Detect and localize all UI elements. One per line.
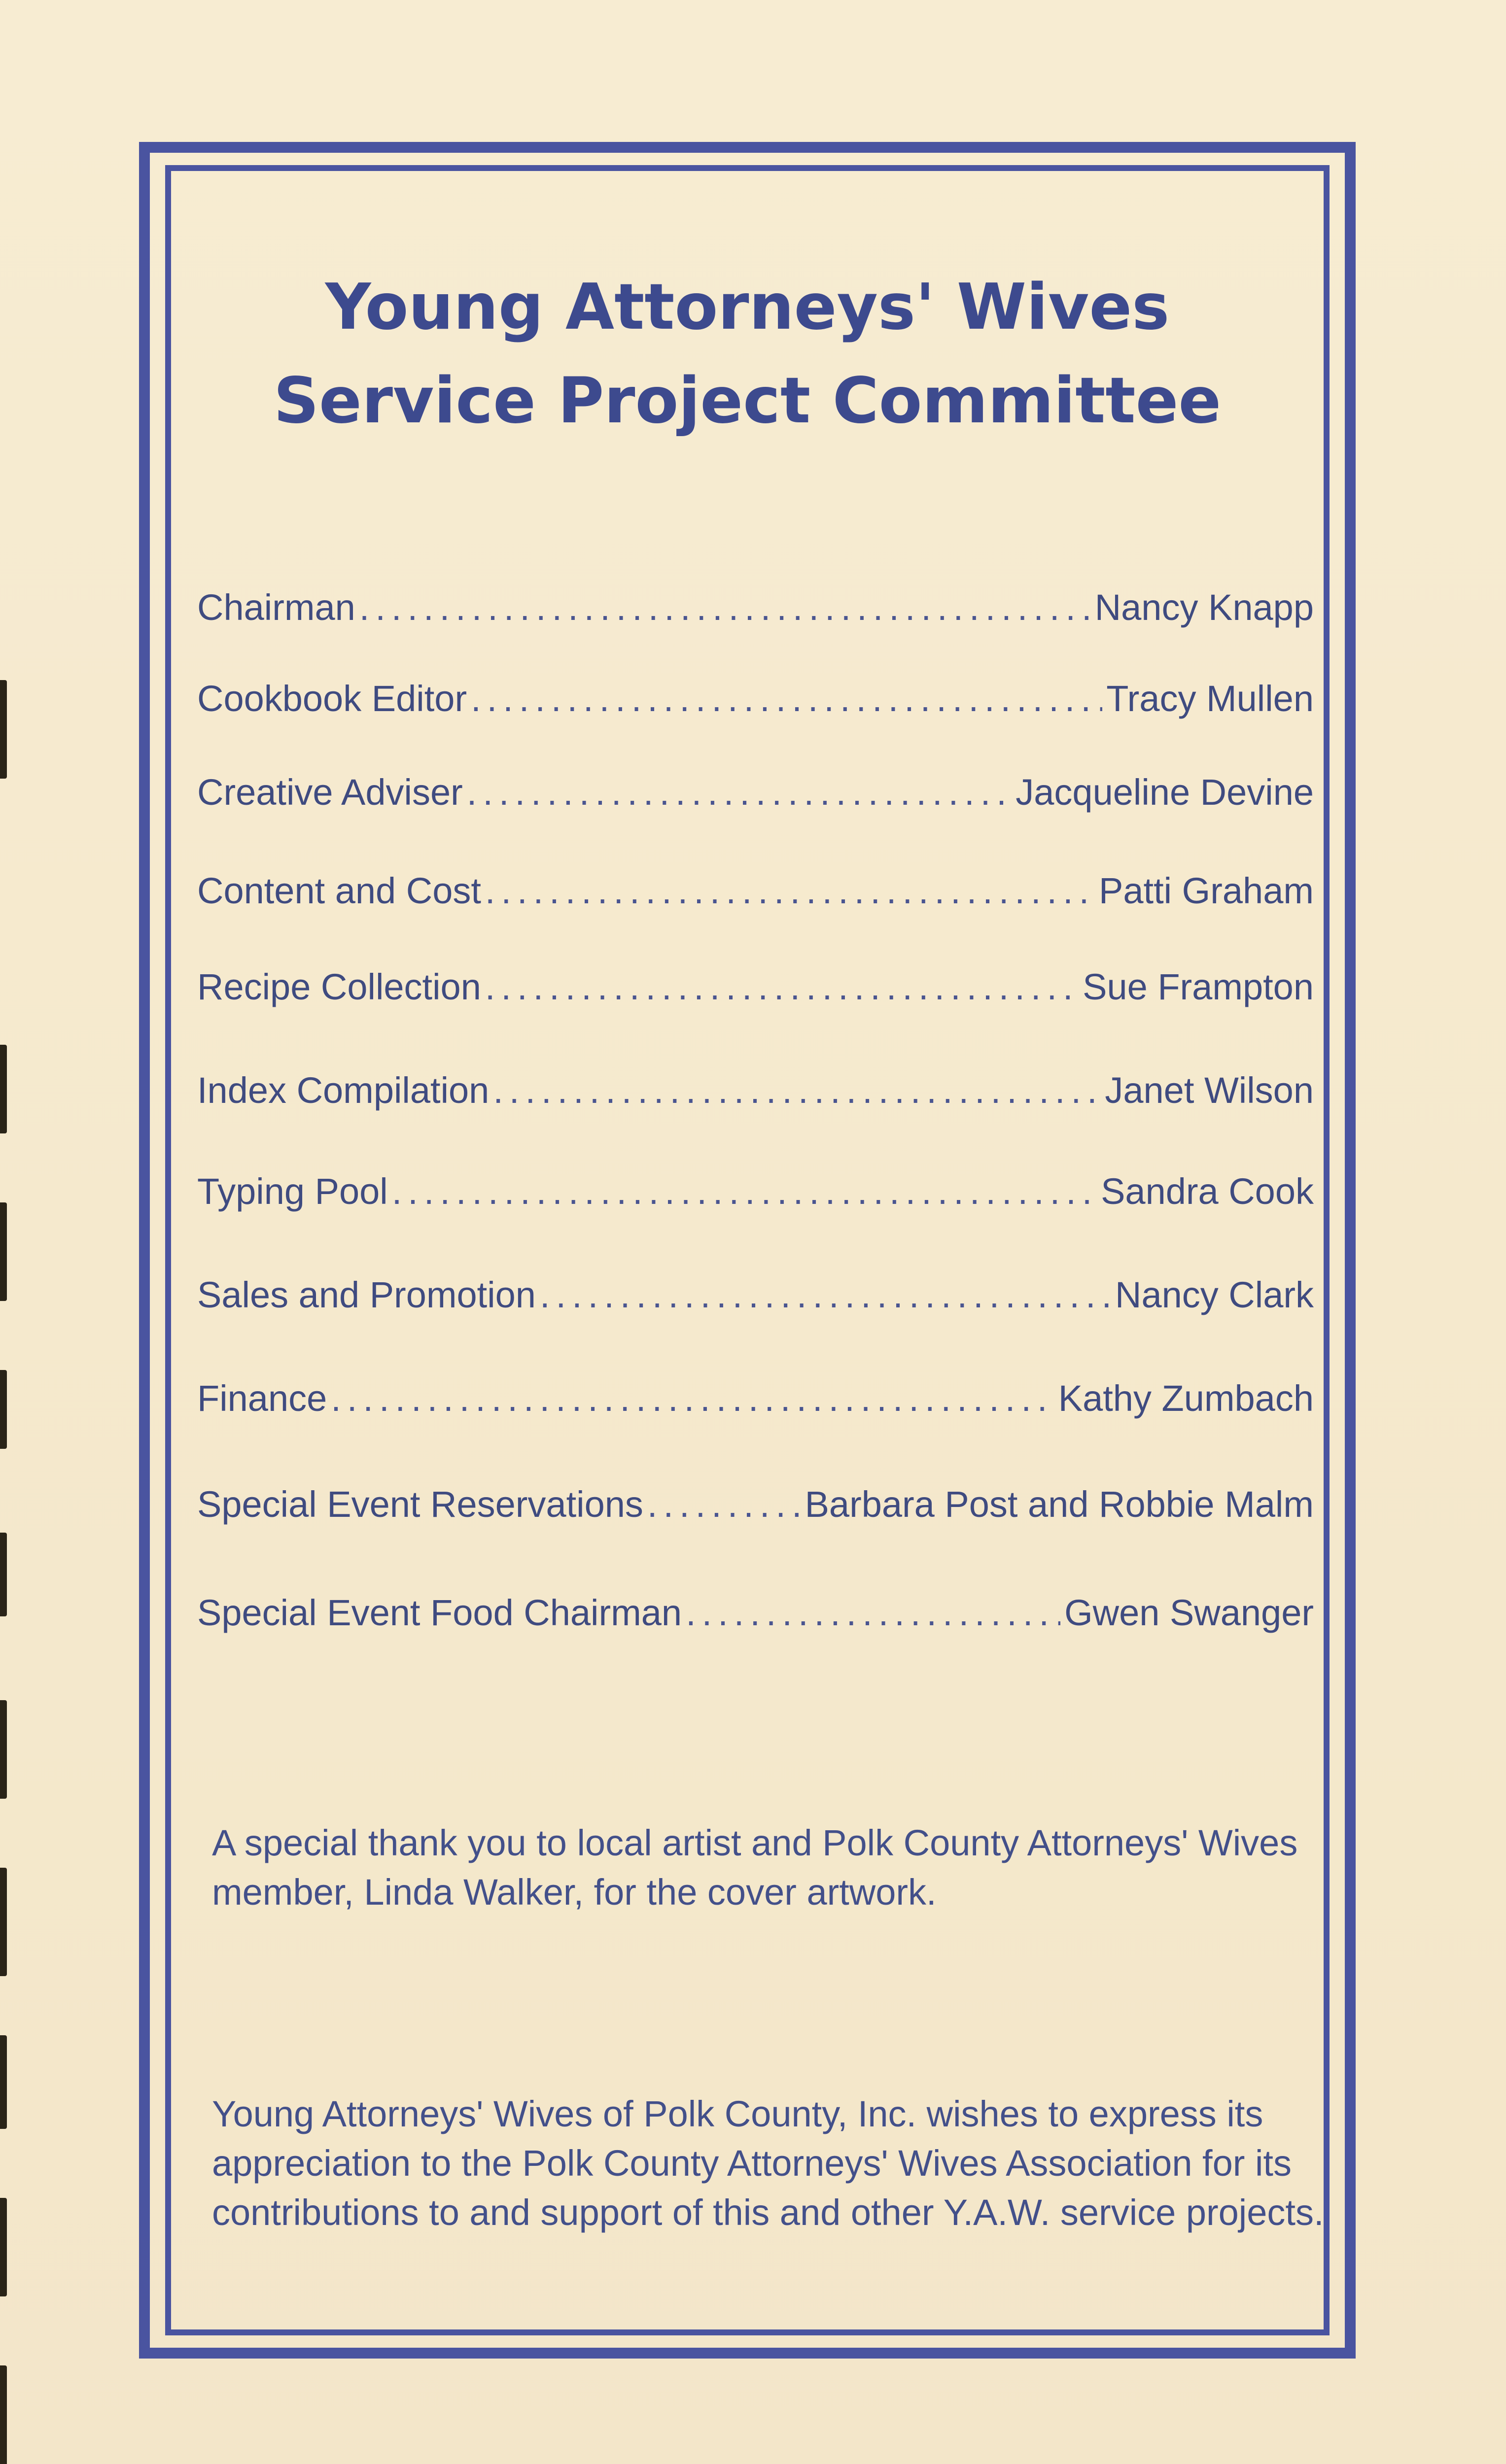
binding-mark [0,680,7,779]
committee-row-typing-pool [197,1170,1314,1212]
committee-member: Jacqueline Devine [1016,772,1314,813]
dot-leader [359,586,1091,628]
committee-row-chairman [197,586,1314,628]
committee-role: Cookbook Editor [197,678,467,719]
binding-mark [0,2365,7,2464]
committee-member: Nancy Clark [1115,1274,1314,1315]
committee-row-index-compilation [197,1069,1314,1111]
committee-member: Kathy Zumbach [1058,1378,1314,1419]
committee-role: Special Event Reservations [197,1484,643,1525]
committee-role: Recipe Collection [197,966,481,1007]
dot-leader [493,1069,1101,1111]
committee-row-recipe-collection [197,966,1314,1008]
committee-member: Gwen Swanger [1064,1592,1314,1633]
committee-row-content-and-cost [197,870,1314,912]
dot-leader [471,678,1102,719]
committee-member: Barbara Post and Robbie Malm [805,1484,1314,1525]
committee-member: Sue Frampton [1083,966,1314,1007]
binding-mark [0,1868,7,1976]
committee-member: Sandra Cook [1101,1171,1314,1212]
committee-row-creative-adviser [197,771,1314,813]
committee-row-cookbook-editor [197,678,1314,719]
binding-mark [0,1202,7,1301]
committee-row-special-event-food-chairman [197,1592,1314,1634]
inner-border [165,165,1330,2335]
committee-member: Janet Wilson [1105,1070,1314,1111]
binding-mark [0,2035,7,2129]
dot-leader [647,1483,801,1525]
committee-role: Sales and Promotion [197,1274,536,1315]
binding-mark [0,2198,7,2296]
appreciation-note: Young Attorneys' Wives of Polk County, Inc. wishes to express its appreciation to the Polk County Attorneys' Wives Association for its contributions to and support of this and other Y.A.W. service projects. [212,2093,1324,2233]
dot-leader [686,1592,1060,1634]
dot-leader [467,771,1012,813]
committee-role: Finance [197,1378,327,1419]
binding-mark [0,1045,7,1133]
committee-row-sales-and-promotion [197,1274,1314,1316]
committee-member: Patti Graham [1099,870,1314,911]
dot-leader [331,1377,1054,1419]
dot-leader [392,1170,1097,1212]
binding-mark [0,1700,7,1799]
committee-role: Typing Pool [197,1171,388,1212]
binding-mark [0,1370,7,1449]
committee-role: Index Compilation [197,1070,490,1111]
page-title-line-2: Service Project Committee [273,364,1222,438]
dot-leader [485,966,1079,1008]
committee-role: Content and Cost [197,870,481,911]
committee-member: Tracy Mullen [1106,678,1314,719]
page-title-line-1: Young Attorneys' Wives [325,271,1170,344]
committee-role: Special Event Food Chairman [197,1592,682,1633]
committee-row-finance [197,1377,1314,1419]
dot-leader [485,870,1095,912]
committee-member: Nancy Knapp [1094,587,1314,628]
thanks-note: A special thank you to local artist and Polk County Attorneys' Wives member, Linda Walker, for the cover artwork. [212,1822,1298,1913]
committee-row-special-event-reservations [197,1483,1314,1525]
committee-role: Chairman [197,587,355,628]
committee-role: Creative Adviser [197,772,463,813]
dot-leader [540,1274,1111,1316]
binding-mark [0,1533,7,1616]
